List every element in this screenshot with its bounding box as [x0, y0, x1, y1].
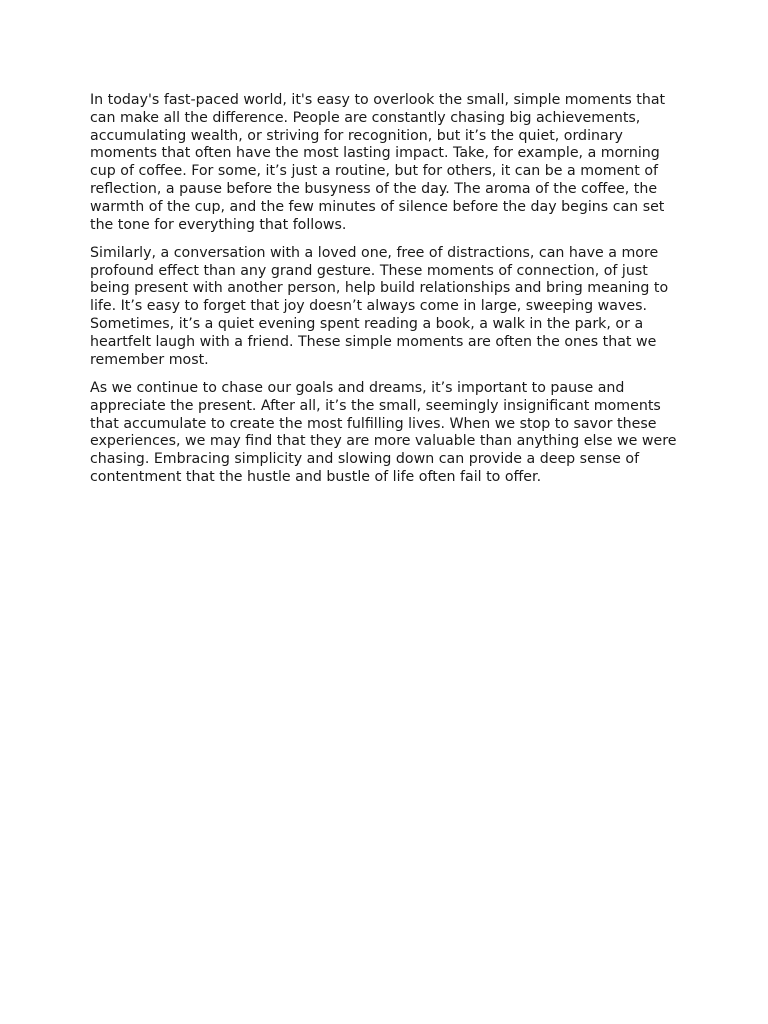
document-body — [90, 92, 680, 497]
paragraph-1: In today's fast-paced world, it's easy to overlook the small, simple moments that can make all the difference. People are constantly chasing big achievements, accumulating wealth, or striving for recognition, but it’s the quiet, ordinary moments that often have the most lasting impact. Take, for example, a morning cup of coffee. For some, it’s just a routine, but for others, it can be a moment of reflection, a pause before the busyness of the day. The aroma of the coffee, the warmth of the cup, and the few minutes of silence before the day begins can set the tone for everything that follows. — [90, 92, 666, 233]
paragraph-2: Similarly, a conversation with a loved one, free of distractions, can have a more profound effect than any grand gesture. These moments of connection, of just being present with another person, help build relationships and bring meaning to life. It’s easy to forget that joy doesn’t always come in large, sweeping waves. Sometimes, it’s a quiet evening spent reading a book, a walk in the park, or a heartfelt laugh with a friend. These simple moments are often the ones that we remember most. — [90, 244, 669, 368]
paragraph-3: As we continue to chase our goals and dreams, it’s important to pause and appreciate the present. After all, it’s the small, seemingly insignificant moments that accumulate to create the most fulfilling lives. When we stop to savor these experiences, we may find that they are more valuable than anything else we were chasing. Embracing simplicity and slowing down can provide a deep sense of contentment that the hustle and bustle of life often fail to offer. — [90, 379, 677, 485]
